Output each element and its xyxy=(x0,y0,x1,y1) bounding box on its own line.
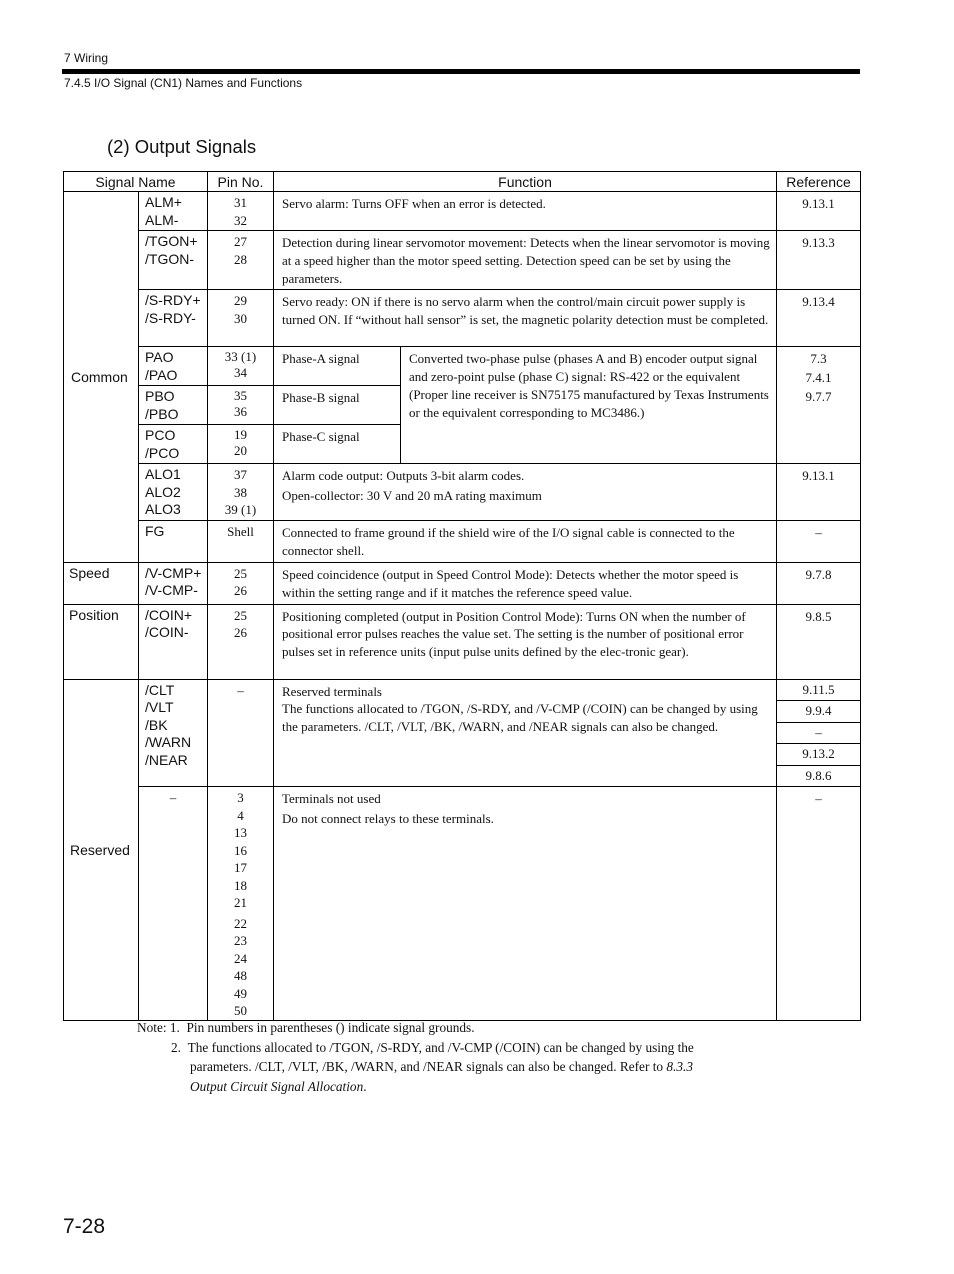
page-number: 7-28 xyxy=(63,1215,106,1238)
function-unused: Terminals not used Do not connect relays to these terminals. xyxy=(274,787,777,1021)
table-header-row xyxy=(64,172,861,192)
note-2: 2. The functions allocated to /TGON, /S-RDY, and /V-CMP (/COIN) can be changed by using the xyxy=(171,1039,694,1055)
function-vcmp: Speed coincidence (output in Speed Control Mode): Detects whether the motor speed is within the setting range and if it matches the reference speed value. xyxy=(274,562,777,604)
function-alm: Servo alarm: Turns OFF when an error is detected. xyxy=(274,192,777,231)
header-reference: Reference xyxy=(777,172,861,192)
signal-name-reserved: /CLT /VLT /BK /WARN /NEAR xyxy=(139,679,208,787)
pin-srdy: 29 30 xyxy=(208,290,274,347)
category-common: Common xyxy=(64,192,139,563)
ref-unused: – xyxy=(777,787,861,1021)
function-srdy: Servo ready: ON if there is no servo alarm when the control/main circuit power supply is turned ON. If “without hall sensor” is set, the magnetic polarity detection must be completed. xyxy=(274,290,777,347)
signal-name-tgon: /TGON+ /TGON- xyxy=(139,231,208,290)
pin-alm: 31 32 xyxy=(208,192,274,231)
pin-unused: 3 4 13 16 17 18 21 22 23 24 48 49 50 xyxy=(208,787,274,1021)
pin-alo: 37 38 39 (1) xyxy=(208,464,274,521)
category-reserved: Reserved xyxy=(64,679,139,1021)
signal-name-srdy: /S-RDY+ /S-RDY- xyxy=(139,290,208,347)
signal-name-vcmp: /V-CMP+ /V-CMP- xyxy=(139,562,208,604)
signal-name-unused: – xyxy=(139,787,208,1021)
table-row xyxy=(64,192,861,231)
chapter-header: 7 Wiring xyxy=(64,51,109,65)
ref-vcmp: 9.7.8 xyxy=(777,562,861,604)
table-row xyxy=(64,347,861,386)
header-function: Function xyxy=(274,172,777,192)
function-pao: Phase-A signal xyxy=(274,347,401,386)
ref-tgon: 9.13.3 xyxy=(777,231,861,290)
ref-coin: 9.8.5 xyxy=(777,604,861,679)
pin-pao: 33 (1) 34 xyxy=(208,347,274,386)
output-signals-table xyxy=(63,171,861,1021)
table-row xyxy=(64,290,861,347)
function-pbo: Phase-B signal xyxy=(274,386,401,425)
pin-vcmp: 25 26 xyxy=(208,562,274,604)
signal-name-fg: FG xyxy=(139,521,208,563)
ref-encoder: 7.3 7.4.1 9.7.7 xyxy=(777,347,861,464)
header-rule xyxy=(62,69,860,74)
ref-fg: – xyxy=(777,521,861,563)
table-row xyxy=(64,604,861,679)
signal-name-pco: PCO /PCO xyxy=(139,425,208,464)
ref-alo: 9.13.1 xyxy=(777,464,861,521)
signal-name-alo: ALO1 ALO2 ALO3 xyxy=(139,464,208,521)
signal-name-coin: /COIN+ /COIN- xyxy=(139,604,208,679)
function-reserved: Reserved terminals The functions allocated to /TGON, /S-RDY, and /V-CMP (/COIN) can be changed by using the parameters. /CLT, /VLT, /BK, /WARN, and /NEAR signals can also be changed. xyxy=(274,679,777,787)
function-alo: Alarm code output: Outputs 3-bit alarm codes. Open-collector: 30 V and 20 mA rating maximum xyxy=(274,464,777,521)
note-2-continued: parameters. /CLT, /VLT, /BK, /WARN, and /NEAR signals can also be changed. Refer to 8.3.3 xyxy=(190,1059,693,1074)
ref-reserved: 9.11.5 9.9.4 – 9.13.2 9.8.6 xyxy=(777,679,861,787)
header-pin-no: Pin No. xyxy=(208,172,274,192)
ref-alm: 9.13.1 xyxy=(777,192,861,231)
signal-name-pao: PAO /PAO xyxy=(139,347,208,386)
function-tgon: Detection during linear servomotor movement: Detects when the linear servomotor is moving at a speed higher than the motor speed setting. Detection speed can be set by using the parameters. xyxy=(274,231,777,290)
ref-srdy: 9.13.4 xyxy=(777,290,861,347)
notes xyxy=(137,1018,694,1096)
table-row xyxy=(64,562,861,604)
table-row xyxy=(64,787,861,1021)
pin-tgon: 27 28 xyxy=(208,231,274,290)
pin-coin: 25 26 xyxy=(208,604,274,679)
note-2-reference: Output Circuit Signal Allocation. xyxy=(190,1078,367,1094)
signal-name-pbo: PBO /PBO xyxy=(139,386,208,425)
category-speed: Speed xyxy=(64,562,139,604)
section-header: 7.4.5 I/O Signal (CN1) Names and Functions xyxy=(64,76,303,90)
encoder-description: Converted two-phase pulse (phases A and B) encoder output signal and zero-point pulse (phase C) signal: RS-422 or the equivalent (Proper line receiver is SN75175 manufactured by Texas Instruments or the equivalent corresponding to MC3486.) xyxy=(401,347,777,464)
pin-fg: Shell xyxy=(208,521,274,563)
category-position: Position xyxy=(64,604,139,679)
header-signal-name: Signal Name xyxy=(64,172,208,192)
note-1: Note: 1. Pin numbers in parentheses () indicate signal grounds. xyxy=(137,1020,475,1035)
function-pco: Phase-C signal xyxy=(274,425,401,464)
table-row xyxy=(64,679,861,787)
function-coin: Positioning completed (output in Position Control Mode): Turns ON when the number of positional error pulses reaches the value set. The setting is the number of positional error pulses set in reference units (input pulse units defined by the elec-tronic gear). xyxy=(274,604,777,679)
table-row xyxy=(64,464,861,521)
signal-name-alm: ALM+ ALM- xyxy=(139,192,208,231)
table-row xyxy=(64,521,861,563)
function-fg: Connected to frame ground if the shield wire of the I/O signal cable is connected to the connector shell. xyxy=(274,521,777,563)
table-row xyxy=(64,231,861,290)
pin-reserved: – xyxy=(208,679,274,787)
section-title: (2) Output Signals xyxy=(107,136,257,157)
pin-pco: 19 20 xyxy=(208,425,274,464)
pin-pbo: 35 36 xyxy=(208,386,274,425)
